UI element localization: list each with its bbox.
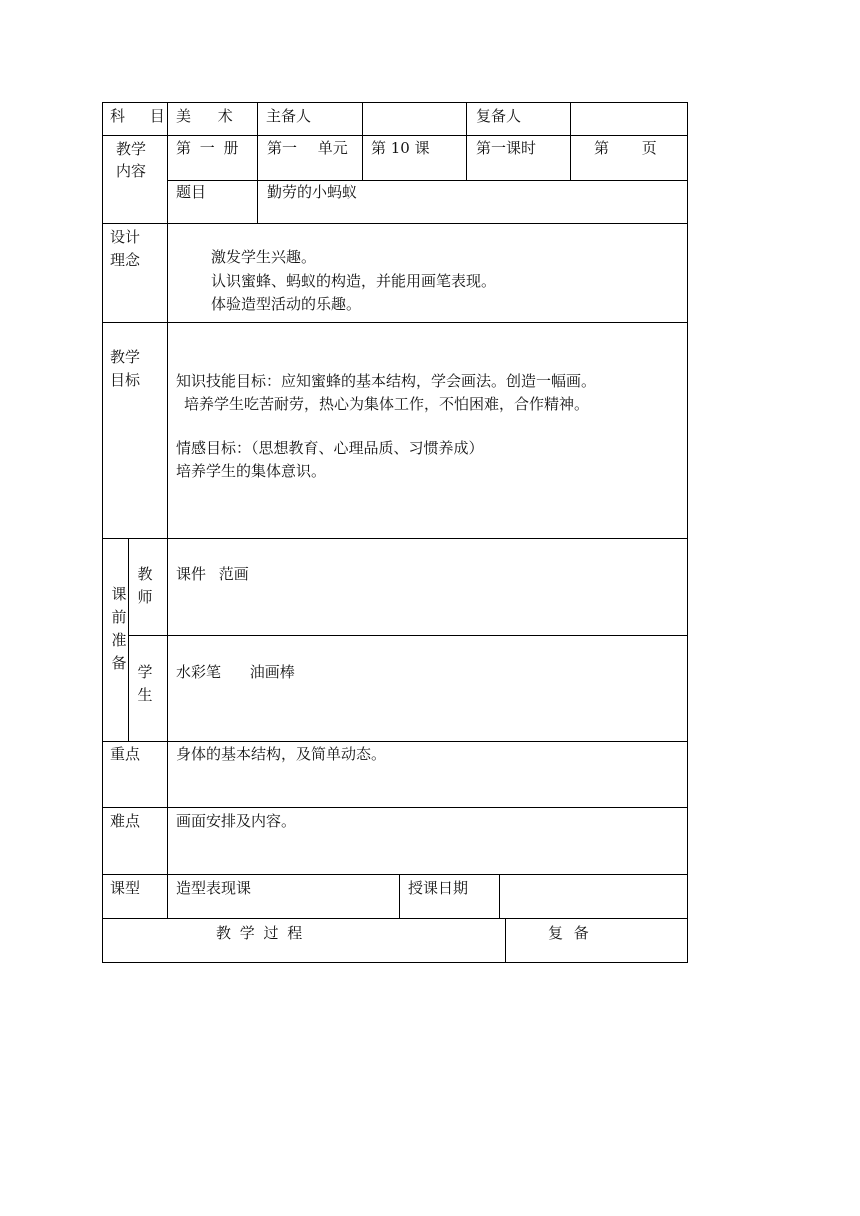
table-border: [102, 962, 688, 963]
reviewer-label: 复备人: [476, 107, 522, 125]
volume-value: 第 一 册: [176, 139, 239, 157]
table-border: [102, 102, 103, 963]
table-border: [466, 102, 467, 181]
teacher-label: 教师: [137, 565, 153, 606]
key-point-label: 重点: [110, 745, 141, 763]
table-border: [102, 741, 688, 742]
page-value: 第 页: [594, 139, 657, 157]
goals-line: 知识技能目标：应知蜜蜂的基本结构，学会画法。创造一幅画。: [176, 372, 597, 390]
difficulty-value: 画面安排及内容。: [176, 812, 297, 830]
design-line: 激发学生兴趣。: [211, 248, 317, 266]
table-border: [102, 102, 688, 103]
table-border: [102, 918, 688, 919]
review-heading: 复 备: [548, 924, 589, 942]
lesson-type-label: 课型: [110, 879, 141, 897]
subject-label: 科 目: [110, 107, 175, 125]
class-date-label: 授课日期: [408, 879, 469, 897]
preparation-label: 课前准备: [111, 585, 127, 672]
student-materials: 水彩笔 油画棒: [176, 663, 295, 681]
table-border: [167, 102, 168, 919]
difficulty-label: 难点: [110, 812, 141, 830]
goals-line: 培养学生的集体意识。: [176, 462, 327, 480]
table-border: [499, 874, 500, 919]
table-border: [102, 135, 688, 136]
period-value: 第一课时: [476, 139, 537, 157]
table-border: [257, 102, 258, 224]
table-border: [167, 180, 688, 181]
teaching-content-label: 教学内容: [116, 140, 147, 180]
table-border: [102, 807, 688, 808]
design-concept-label: 设计理念: [110, 228, 141, 269]
lesson-number-value: 第 10 课: [371, 139, 430, 157]
table-border: [102, 874, 688, 875]
table-border: [570, 102, 571, 181]
unit-value: 第一 单元: [267, 139, 348, 157]
lead-preparer-label: 主备人: [266, 107, 312, 125]
lesson-type-value: 造型表现课: [176, 879, 252, 897]
goals-line: 培养学生吃苦耐劳，热心为集体工作，不怕困难，合作精神。: [184, 395, 590, 413]
design-line: 认识蜜蜂、蚂蚁的构造，并能用画笔表现。: [211, 272, 497, 290]
teacher-materials: 课件 范画: [176, 565, 249, 583]
teaching-goals-label: 教学目标: [110, 348, 141, 389]
subject-value: 美 术: [176, 107, 233, 125]
topic-label: 题目: [176, 183, 207, 201]
table-border: [102, 223, 688, 224]
teaching-process-heading: 教 学 过 程: [216, 924, 303, 942]
table-border: [102, 322, 688, 323]
table-border: [505, 918, 506, 963]
table-border: [399, 874, 400, 919]
topic-value: 勤劳的小蚂蚁: [267, 183, 358, 201]
table-border: [687, 102, 688, 963]
table-border: [362, 102, 363, 181]
design-line: 体验造型活动的乐趣。: [211, 295, 362, 313]
table-border: [128, 635, 688, 636]
goals-line: 情感目标：（思想教育、心理品质、习惯养成）: [176, 439, 484, 457]
table-border: [102, 538, 688, 539]
key-point-value: 身体的基本结构，及简单动态。: [176, 745, 387, 763]
student-label: 学生: [137, 663, 153, 704]
